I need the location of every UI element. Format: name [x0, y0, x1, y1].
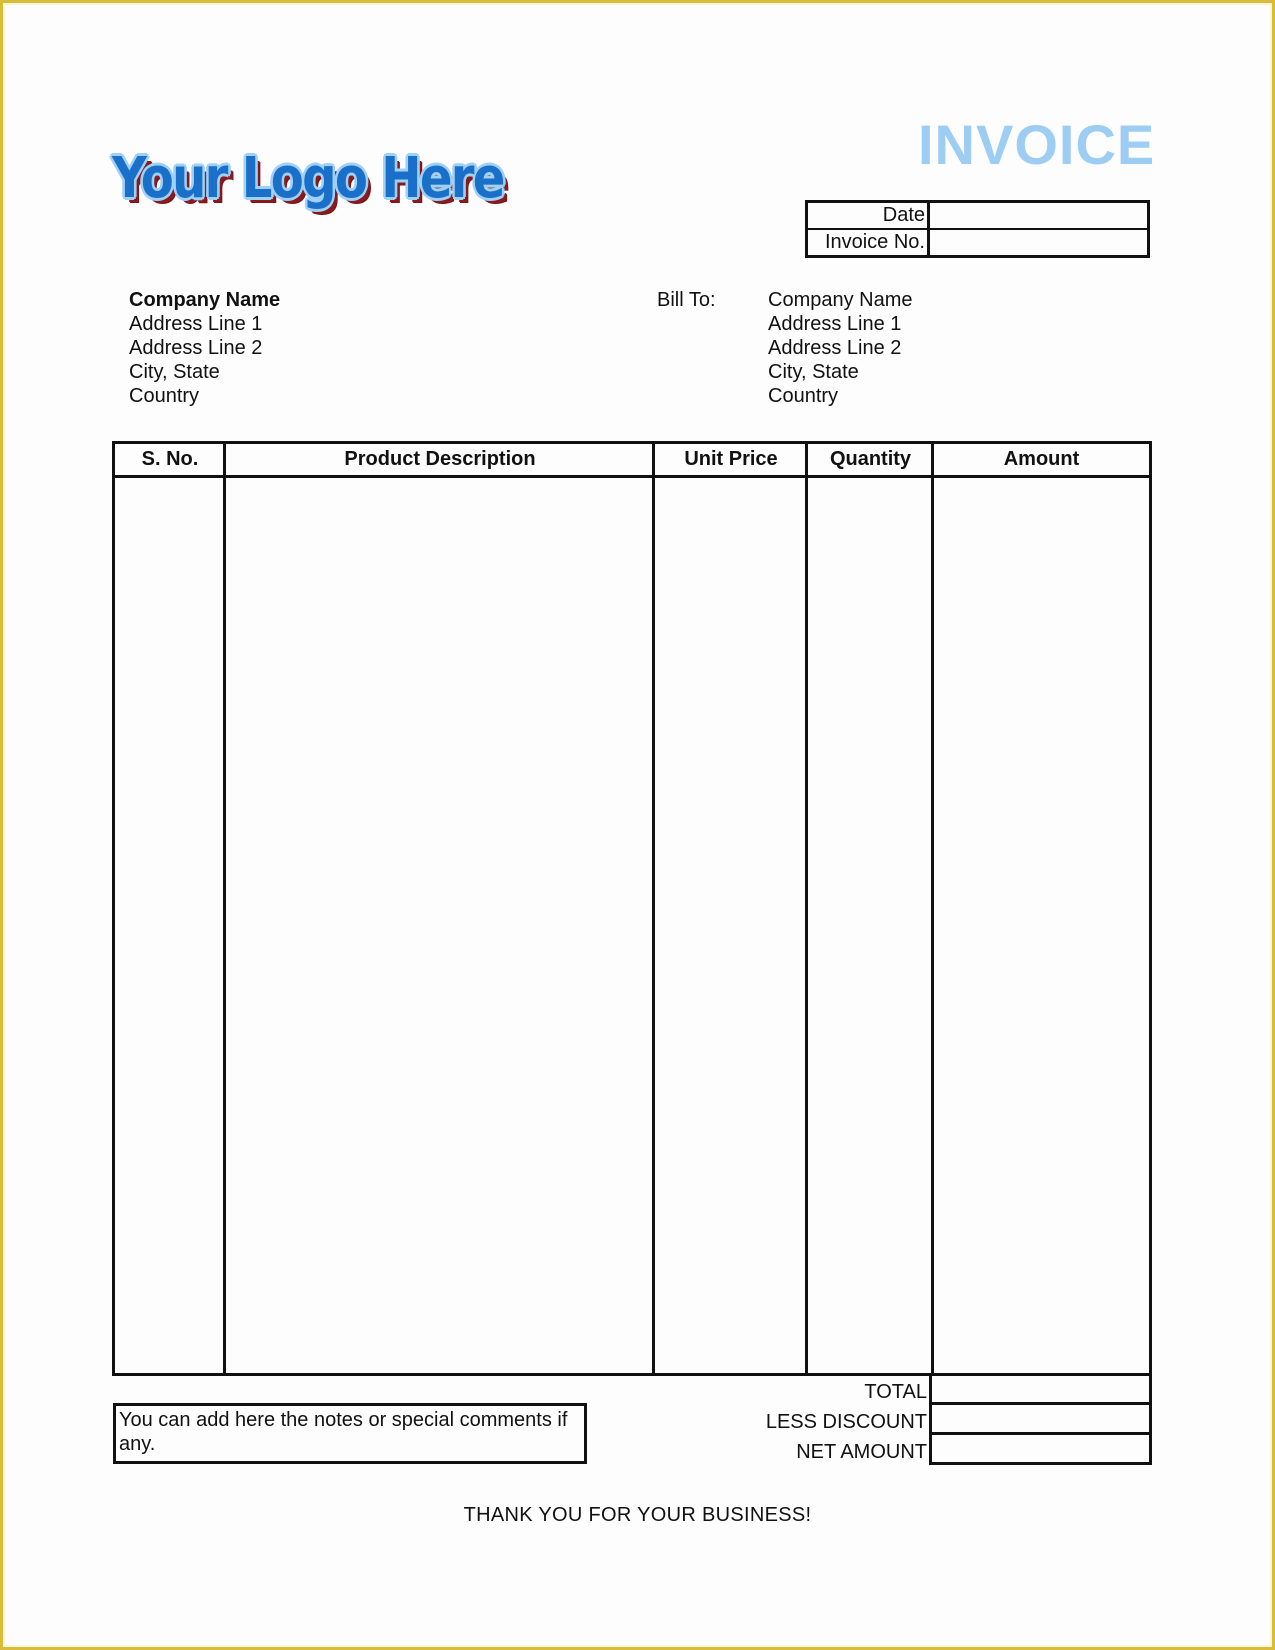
invoice-title: INVOICE — [918, 113, 1156, 176]
total-row — [690, 1375, 1152, 1405]
seller-address — [129, 288, 280, 408]
column-header-unit-price: Unit Price — [684, 448, 778, 470]
bill-to-city-state: City, State — [768, 361, 859, 383]
less-discount-label: LESS DISCOUNT — [765, 1411, 927, 1433]
bill-to-company-name: Company Name — [768, 289, 913, 311]
bill-to-address-line-1: Address Line 1 — [768, 313, 902, 335]
bill-to-label: Bill To: — [657, 289, 716, 311]
invoice-no-label: Invoice No. — [808, 230, 930, 255]
seller-address-line-2: Address Line 2 — [129, 337, 263, 359]
column-divider — [805, 444, 808, 1373]
seller-city-state: City, State — [129, 361, 220, 383]
net-amount-field[interactable] — [929, 1435, 1152, 1465]
seller-company-name: Company Name — [129, 289, 281, 311]
column-divider — [223, 444, 226, 1373]
thank-you-message: THANK YOU FOR YOUR BUSINESS! — [463, 1504, 812, 1526]
column-header-product-description: Product Description — [344, 448, 536, 470]
column-header-amount: Amount — [1003, 448, 1080, 470]
seller-address-line-1: Address Line 1 — [129, 313, 263, 335]
column-header-serial-no: S. No. — [141, 448, 199, 470]
total-label: TOTAL — [864, 1381, 927, 1403]
date-label: Date — [808, 203, 930, 228]
invoice-no-field[interactable] — [930, 230, 1147, 255]
invoice-meta-table — [805, 200, 1150, 258]
date-field[interactable] — [930, 203, 1147, 228]
totals-section — [690, 1375, 1152, 1465]
items-table — [112, 441, 1152, 1376]
bill-to-address-line-2: Address Line 2 — [768, 337, 902, 359]
meta-row-date — [808, 203, 1147, 228]
items-table-header — [115, 444, 1149, 478]
bill-to-address — [768, 288, 913, 408]
meta-row-invoice-no — [808, 228, 1147, 255]
less-discount-field[interactable] — [929, 1405, 1152, 1435]
company-logo: Your Logo Here — [112, 146, 504, 211]
net-amount-row — [690, 1435, 1152, 1465]
less-discount-row — [690, 1405, 1152, 1435]
bill-to-country: Country — [768, 385, 839, 407]
total-field[interactable] — [929, 1375, 1152, 1405]
column-divider — [652, 444, 655, 1373]
column-divider — [931, 444, 934, 1373]
notes-box[interactable]: You can add here the notes or special comments if any. — [113, 1403, 587, 1464]
seller-country: Country — [129, 385, 200, 407]
net-amount-label: NET AMOUNT — [796, 1441, 927, 1463]
column-header-quantity: Quantity — [829, 448, 912, 470]
